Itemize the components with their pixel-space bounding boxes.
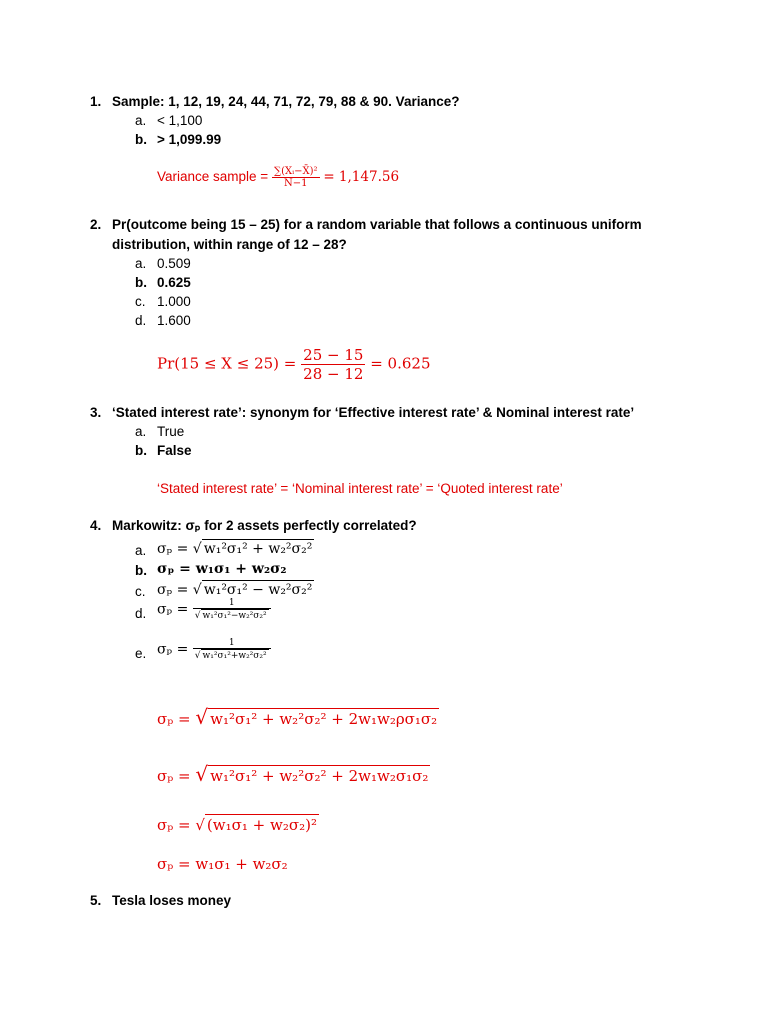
q1-option-b-letter: b. (135, 132, 147, 147)
q2-answer-result: = 0.625 (370, 354, 431, 373)
q3-number: 3. (90, 405, 102, 420)
sqrt-icon: √ w₁²σ₁² + w₂²σ₂² + 2w₁w₂σ₁σ₂ (195, 762, 429, 786)
q1-option-b-text: > 1,099.99 (157, 132, 222, 147)
q4-answer-line2 (157, 762, 430, 786)
sqrt-icon: √ w₁²σ₁² + w₂²σ₂² (192, 541, 313, 557)
q2-number: 2. (90, 217, 102, 232)
q4-answer-line4-lhs: σₚ = (157, 855, 191, 873)
q2-text-line2: distribution, within range of 12 – 28? (112, 237, 347, 252)
q4-option-b-lhs: σₚ = (157, 561, 191, 577)
q1-answer-result: = 1,147.56 (323, 169, 400, 186)
q4-option-d-letter: d. (135, 606, 147, 621)
q4-option-d-formula (157, 598, 271, 621)
q4-answer-line2-radicand: w₁²σ₁² + w₂²σ₂² + 2w₁w₂σ₁σ₂ (210, 767, 429, 785)
q4-answer-line4-expr: w₁σ₁ + w₂σ₂ (195, 855, 288, 873)
q4-option-a-letter: a. (135, 543, 147, 558)
q1-number: 1. (90, 94, 102, 109)
q4-option-b-expr: w₁σ₁ + w₂σ₂ (195, 561, 287, 577)
q4-option-a-lhs: σₚ = (157, 541, 189, 557)
q1-text: Sample: 1, 12, 19, 24, 44, 71, 72, 79, 88 & 90. Variance? (112, 94, 460, 109)
sqrt-icon: √ w₁²σ₁² − w₂²σ₂² (192, 582, 313, 598)
q1-fraction-numerator: ∑(Xᵢ−X̄)² (273, 166, 318, 177)
q2-fraction-denominator: 28 − 12 (303, 365, 364, 383)
q4-text: Markowitz: σₚ for 2 assets perfectly correlated? (112, 518, 417, 533)
q4-option-e-radicand: w₁²σ₁²+w₂²σ₂² (202, 651, 267, 661)
q4-answer-line3-radicand: (w₁σ₁ + w₂σ₂)² (206, 816, 317, 834)
q4-option-c-radicand: w₁²σ₁² − w₂²σ₂² (203, 582, 313, 598)
q2-option-b-letter: b. (135, 275, 147, 290)
q2-option-c-text: 1.000 (157, 294, 191, 309)
q2-fraction-numerator: 25 − 15 (303, 346, 364, 364)
q4-answer-line3-lhs: σₚ = (157, 816, 191, 834)
q4-answer-line1-radicand: w₁²σ₁² + w₂²σ₂² + 2w₁w₂ρσ₁σ₂ (210, 710, 438, 728)
q1-answer (157, 166, 399, 189)
q4-option-c-lhs: σₚ = (157, 582, 189, 598)
q3-text: ‘Stated interest rate’: synonym for ‘Effective interest rate’ & Nominal interest rate’ (112, 405, 635, 420)
q4-option-d-radicand: w₁²σ₁²−w₂²σ₂² (202, 611, 267, 621)
q2-option-c-letter: c. (135, 294, 146, 309)
q4-option-e-numerator: 1 (193, 638, 271, 649)
q2-answer-fraction (301, 346, 365, 383)
q4-option-e-fraction (193, 638, 271, 661)
q4-option-e-formula (157, 638, 271, 661)
sqrt-icon: √ (w₁σ₁ + w₂σ₂)² (195, 816, 317, 834)
q3-option-a-letter: a. (135, 424, 147, 439)
q5-text: Tesla loses money (112, 893, 232, 908)
q4-number: 4. (90, 518, 102, 533)
q1-option-a-text: < 1,100 (157, 113, 203, 128)
q2-option-b-text: 0.625 (157, 275, 191, 290)
q3-option-b-text: False (157, 443, 192, 458)
q3-answer: ‘Stated interest rate’ = ‘Nominal interest rate’ = ‘Quoted interest rate’ (157, 481, 563, 496)
q2-answer-label: Pr(15 ≤ X ≤ 25) = (157, 354, 297, 373)
q2-option-d-letter: d. (135, 313, 147, 328)
sqrt-icon: √ w₁²σ₁² + w₂²σ₂² + 2w₁w₂ρσ₁σ₂ (195, 705, 438, 729)
q3-option-b-letter: b. (135, 443, 147, 458)
q4-option-a-formula (157, 539, 314, 557)
q1-answer-fraction (272, 166, 320, 189)
q4-option-d-lhs: σₚ = (157, 601, 189, 618)
q4-option-e-letter: e. (135, 646, 147, 661)
q4-answer-line1-lhs: σₚ = (157, 710, 191, 728)
q4-option-d-numerator: 1 (193, 598, 271, 609)
q2-text-line1: Pr(outcome being 15 – 25) for a random variable that follows a continuous uniform (112, 217, 642, 232)
sqrt-icon: √ w₁²σ₁²+w₂²σ₂² (194, 651, 267, 661)
q4-option-d-fraction (193, 598, 271, 621)
q4-answer-line4 (157, 855, 288, 873)
q1-answer-label: Variance sample = (157, 169, 269, 185)
q1-option-a-letter: a. (135, 113, 147, 128)
q4-option-c-letter: c. (135, 584, 146, 599)
q2-answer (157, 346, 431, 383)
q2-option-d-text: 1.600 (157, 313, 191, 328)
q1-fraction-denominator: N−1 (284, 178, 308, 189)
sqrt-icon: √ w₁²σ₁²−w₂²σ₂² (194, 611, 267, 621)
q4-answer-line1 (157, 705, 439, 729)
q4-option-b-letter: b. (135, 563, 147, 578)
q4-option-b-formula (157, 561, 287, 577)
q4-answer-line3 (157, 814, 319, 834)
q3-option-a-text: True (157, 424, 185, 439)
q4-option-e-lhs: σₚ = (157, 641, 189, 658)
q2-option-a-letter: a. (135, 256, 147, 271)
q4-answer-line2-lhs: σₚ = (157, 767, 191, 785)
q5-number: 5. (90, 893, 102, 908)
q4-option-c-formula (157, 580, 314, 598)
q2-option-a-text: 0.509 (157, 256, 191, 271)
q4-option-a-radicand: w₁²σ₁² + w₂²σ₂² (203, 541, 313, 557)
